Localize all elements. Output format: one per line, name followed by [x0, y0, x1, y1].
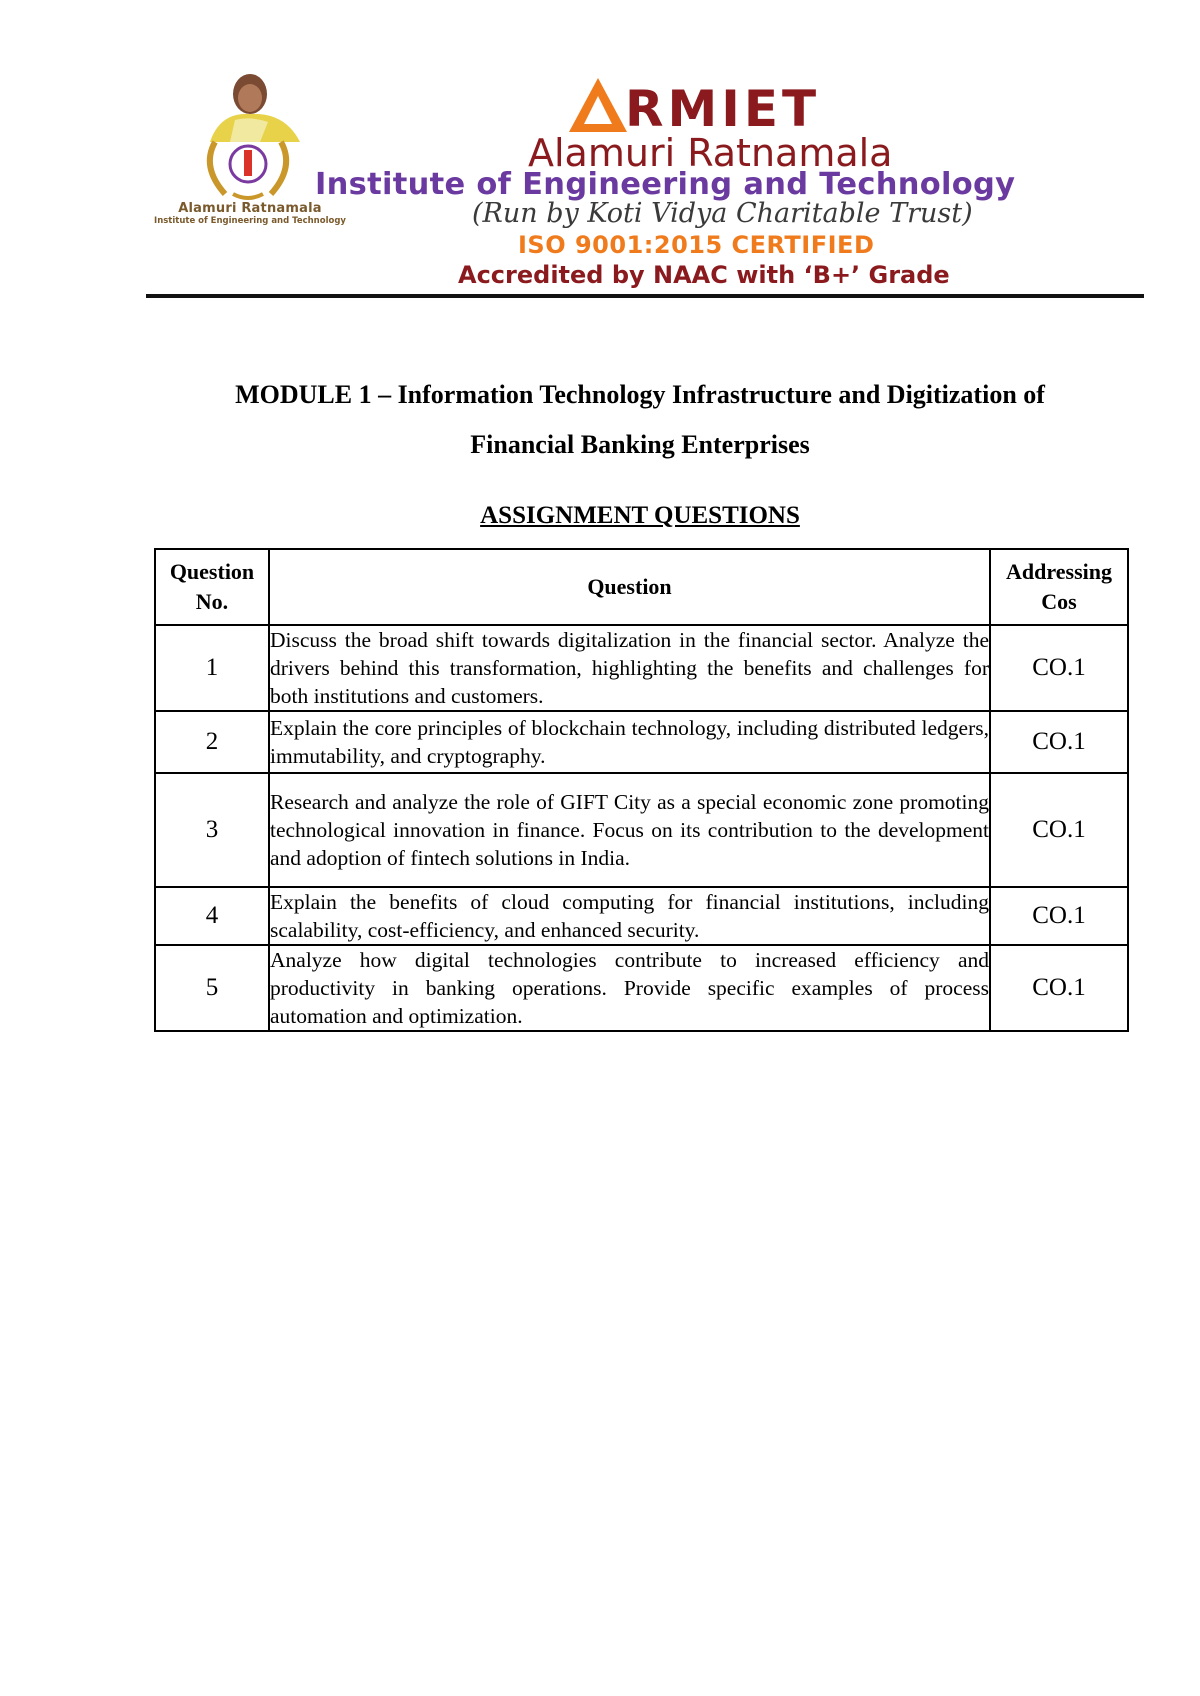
question-number: 1: [155, 625, 269, 711]
laurel-emblem-icon: [195, 132, 301, 202]
emblem-caption-institute: Institute of Engineering and Technology: [154, 216, 346, 226]
course-outcome: CO.1: [990, 887, 1128, 945]
emblem-caption-name: Alamuri Ratnamala: [178, 201, 322, 216]
header-question: Question: [269, 549, 990, 625]
brand-text: RMIET: [625, 80, 821, 138]
table-row: [155, 887, 1128, 945]
question-text: Explain the core principles of blockchain technology, including distributed ledgers, immutability, and cryptography.: [269, 711, 990, 773]
table-row: [155, 945, 1128, 1031]
course-outcome: CO.1: [990, 625, 1128, 711]
naac-accreditation: Accredited by NAAC with ‘B+’ Grade: [458, 261, 950, 289]
table-row: [155, 711, 1128, 773]
question-number: 5: [155, 945, 269, 1031]
trust-line: (Run by Koti Vidya Charitable Trust): [472, 198, 973, 229]
table-row: [155, 773, 1128, 887]
table-row: [155, 625, 1128, 711]
course-outcome: CO.1: [990, 773, 1128, 887]
module-title-line-1: MODULE 1 – Information Technology Infrastructure and Digitization of: [235, 380, 1045, 409]
assignment-heading: ASSIGNMENT QUESTIONS: [480, 502, 800, 529]
table-header-row: [155, 549, 1128, 625]
question-number: 4: [155, 887, 269, 945]
course-outcome: CO.1: [990, 711, 1128, 773]
course-outcome: CO.1: [990, 945, 1128, 1031]
question-text: Analyze how digital technologies contribute to increased efficiency and productivity in banking operations. Provide specific examples of process automation and optimization.: [269, 945, 990, 1031]
college-name: Alamuri Ratnamala: [528, 131, 893, 175]
question-text: Discuss the broad shift towards digitalization in the financial sector. Analyze the drivers behind this transformation, highlighting the benefits and challenges for both institutions and customers.: [269, 625, 990, 711]
question-text: Research and analyze the role of GIFT City as a special economic zone promoting technological innovation in finance. Focus on its contribution to the development and adoption of fintech solutions in India.: [269, 773, 990, 887]
header-addressing-cos: Addressing Cos: [990, 549, 1128, 625]
questions-table: [154, 548, 1129, 1032]
question-number: 3: [155, 773, 269, 887]
module-title-line-2: Financial Banking Enterprises: [470, 430, 810, 459]
iso-certification: ISO 9001:2015 CERTIFIED: [518, 231, 875, 259]
header-divider: [146, 294, 1144, 298]
letterhead: [0, 0, 1200, 300]
header-question-no: Question No.: [155, 549, 269, 625]
question-number: 2: [155, 711, 269, 773]
institute-line: Institute of Engineering and Technology: [315, 167, 1016, 202]
module-title: [150, 370, 1130, 470]
question-text: Explain the benefits of cloud computing for financial institutions, including scalability, cost-efficiency, and enhanced security.: [269, 887, 990, 945]
